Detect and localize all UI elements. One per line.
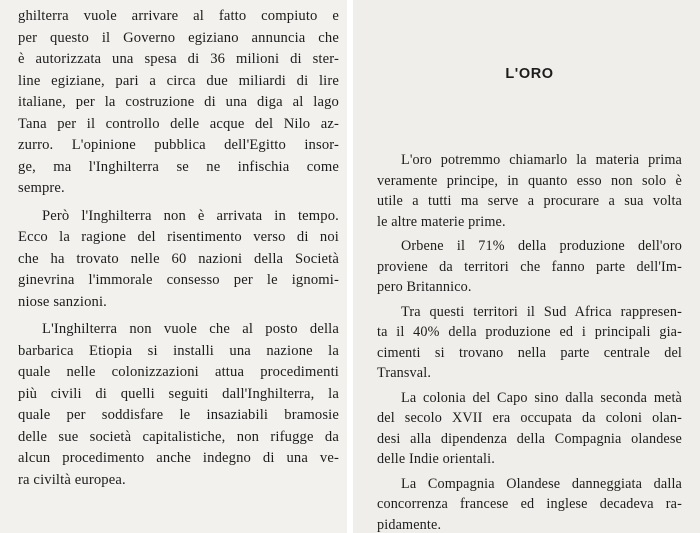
text-line: che ha trovato nelle 60 nazioni della Società <box>18 250 339 267</box>
text-line: Orbene il 71% della produzione dell'oro <box>401 238 682 254</box>
right-paragraph-3 <box>377 302 682 384</box>
text-line: è autorizzata una spesa di 36 milioni di ster- <box>18 51 339 67</box>
right-paragraph-4 <box>377 388 682 470</box>
chapter-title: L'ORO <box>505 66 554 82</box>
text-line: per questo il Governo egiziano annuncia che <box>18 29 339 46</box>
text-line: Transval. <box>377 365 432 381</box>
text-line: del secolo XVII era occupata da coloni olan- <box>377 410 682 426</box>
text-line: L'oro potremmo chiamarlo la materia prima <box>401 152 682 168</box>
text-line: le altre materie prime. <box>377 213 506 230</box>
text-line: proviene da territori che fanno parte dell'Im- <box>377 258 682 275</box>
text-line: quale per soddisfare le insaziabili bramosie <box>18 407 339 423</box>
text-line: niose sanzioni. <box>18 293 107 310</box>
text-line: L'Inghilterra non vuole che al posto della <box>42 321 339 337</box>
text-line: delle sue società capitalistiche, non rifugge da <box>18 428 339 445</box>
text-line: quale nelle colonizzazioni attua procedimenti <box>18 364 339 380</box>
text-line: Però l'Inghilterra non è arrivata in tempo. <box>42 207 339 224</box>
text-line: pidamente. <box>377 516 442 533</box>
text-line: concorrenza francese ed inglese decadeva ra- <box>377 496 682 512</box>
right-page-body <box>377 150 682 533</box>
text-line: ghilterra vuole arrivare al fatto compiuto e <box>18 8 339 24</box>
text-line: Tra questi territori il Sud Africa rappresen- <box>401 303 682 320</box>
right-paragraph-2 <box>377 236 682 298</box>
text-line: alcun procedimento anche indegno di una ve- <box>18 450 339 466</box>
text-line: La colonia del Capo sino dalla seconda metà <box>401 389 682 406</box>
text-line: delle Indie orientali. <box>377 451 495 467</box>
text-line: La Compagnia Olandese danneggiata dalla <box>401 475 682 492</box>
right-paragraph-5 <box>377 474 682 533</box>
left-paragraph-1 <box>18 6 339 200</box>
right-page <box>353 0 700 533</box>
text-line: zurro. L'opinione pubblica dell'Egitto insor- <box>18 137 339 153</box>
text-line: line egiziane, pari a circa due miliardi di lire <box>18 72 339 89</box>
text-line: Tana per il controllo delle acque del Nilo az- <box>18 115 339 132</box>
text-line: desi alla dipendenza della Compagnia olandese <box>377 430 682 447</box>
text-line: utile a tutti ma serve a procurare a sua volta <box>377 193 682 209</box>
text-line: ge, ma l'Inghilterra se ne infischia come <box>18 158 339 175</box>
text-line: pero Britannico. <box>377 279 472 295</box>
text-line: ra civiltà europea. <box>18 471 126 488</box>
text-line: ginevrina l'immorale consesso per le ignomi- <box>18 272 339 288</box>
text-line: Ecco la ragione del risentimento verso di noi <box>18 229 339 245</box>
text-line: ta il 40% della produzione ed i principali gia- <box>377 324 682 340</box>
text-line: veramente principe, in quanto esso non solo è <box>377 172 682 189</box>
text-line: cimenti si trovano nella parte centrale del <box>377 344 682 361</box>
left-page <box>0 0 347 533</box>
left-paragraph-2 <box>18 206 339 314</box>
text-line: barbarica Etiopia si installi una nazione la <box>18 342 339 359</box>
right-paragraph-1 <box>377 150 682 232</box>
left-paragraph-3 <box>18 319 339 491</box>
text-line: sempre. <box>18 180 65 196</box>
text-line: italiane, per la costruzione di una diga al lago <box>18 94 339 110</box>
text-line: più civili di quelli seguiti dall'Inghilterra, la <box>18 385 339 402</box>
